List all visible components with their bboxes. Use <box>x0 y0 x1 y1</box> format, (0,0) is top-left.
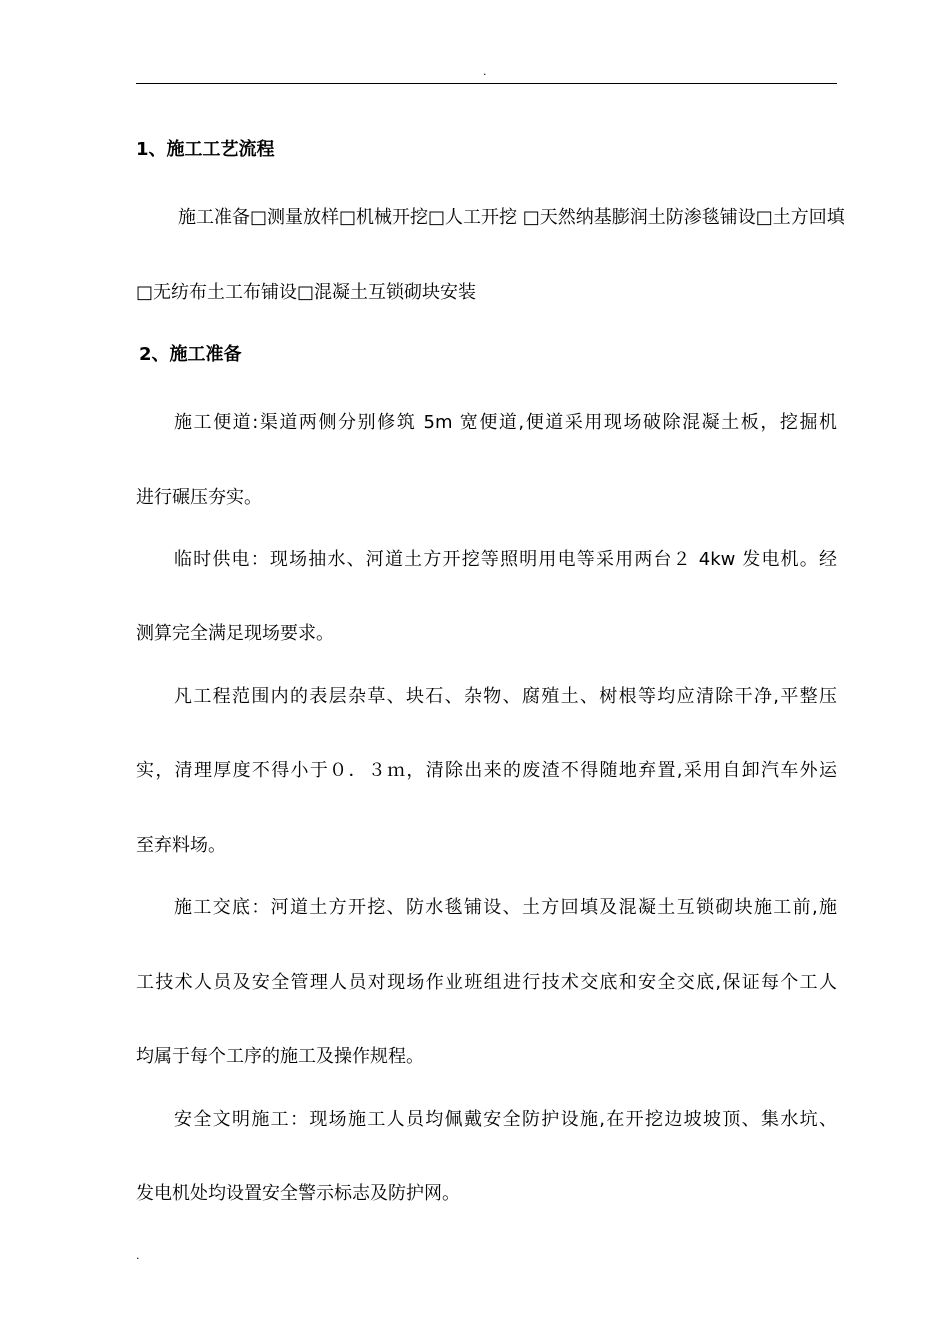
paragraph-5-line-1: 安全文明施工：现场施工人员均佩戴安全防护设施,在开挖边坡坡顶、集水坑、 <box>174 1109 837 1130</box>
paragraph-4-line-3: 均属于每个工序的施工及操作规程。 <box>136 1046 424 1067</box>
paragraph-4-line-1: 施工交底：河道土方开挖、防水毯铺设、土方回填及混凝土互锁砌块施工前,施 <box>174 897 837 918</box>
header-mark: . <box>483 65 487 78</box>
paragraph-1-line-2: 进行碾压夯实。 <box>136 487 262 508</box>
footer-mark: . <box>136 1249 140 1262</box>
paragraph-2-line-2: 测算完全满足现场要求。 <box>136 623 334 644</box>
paragraph-3-line-2: 实，清理厚度不得小于０．３ｍ，清除出来的废渣不得随地弃置,采用自卸汽车外运 <box>136 760 837 781</box>
paragraph-1-line-1: 施工便道:渠道两侧分别修筑 5m 宽便道,便道采用现场破除混凝土板，挖掘机 <box>174 412 837 433</box>
header-rule <box>136 83 837 84</box>
paragraph-4-line-2: 工技术人员及安全管理人员对现场作业班组进行技术交底和安全交底,保证每个工人 <box>136 972 837 993</box>
section-1-heading: 1、施工工艺流程 <box>136 139 275 160</box>
paragraph-2-line-1: 临时供电：现场抽水、河道土方开挖等照明用电等采用两台２ 4kw 发电机。经 <box>174 549 837 570</box>
paragraph-5-line-2: 发电机处均设置安全警示标志及防护网。 <box>136 1183 460 1204</box>
section-2-heading: 2、施工准备 <box>139 344 242 365</box>
process-line-2: □无纺布土工布铺设□混凝土互锁砌块安装 <box>136 282 477 303</box>
paragraph-3-line-1: 凡工程范围内的表层杂草、块石、杂物、腐殖土、树根等均应清除干净,平整压 <box>174 686 837 707</box>
process-line-1: 施工准备□测量放样□机械开挖□人工开挖 □天然纳基膨润土防渗毯铺设□土方回填 <box>178 207 845 228</box>
paragraph-3-line-3: 至弃料场。 <box>136 835 226 856</box>
